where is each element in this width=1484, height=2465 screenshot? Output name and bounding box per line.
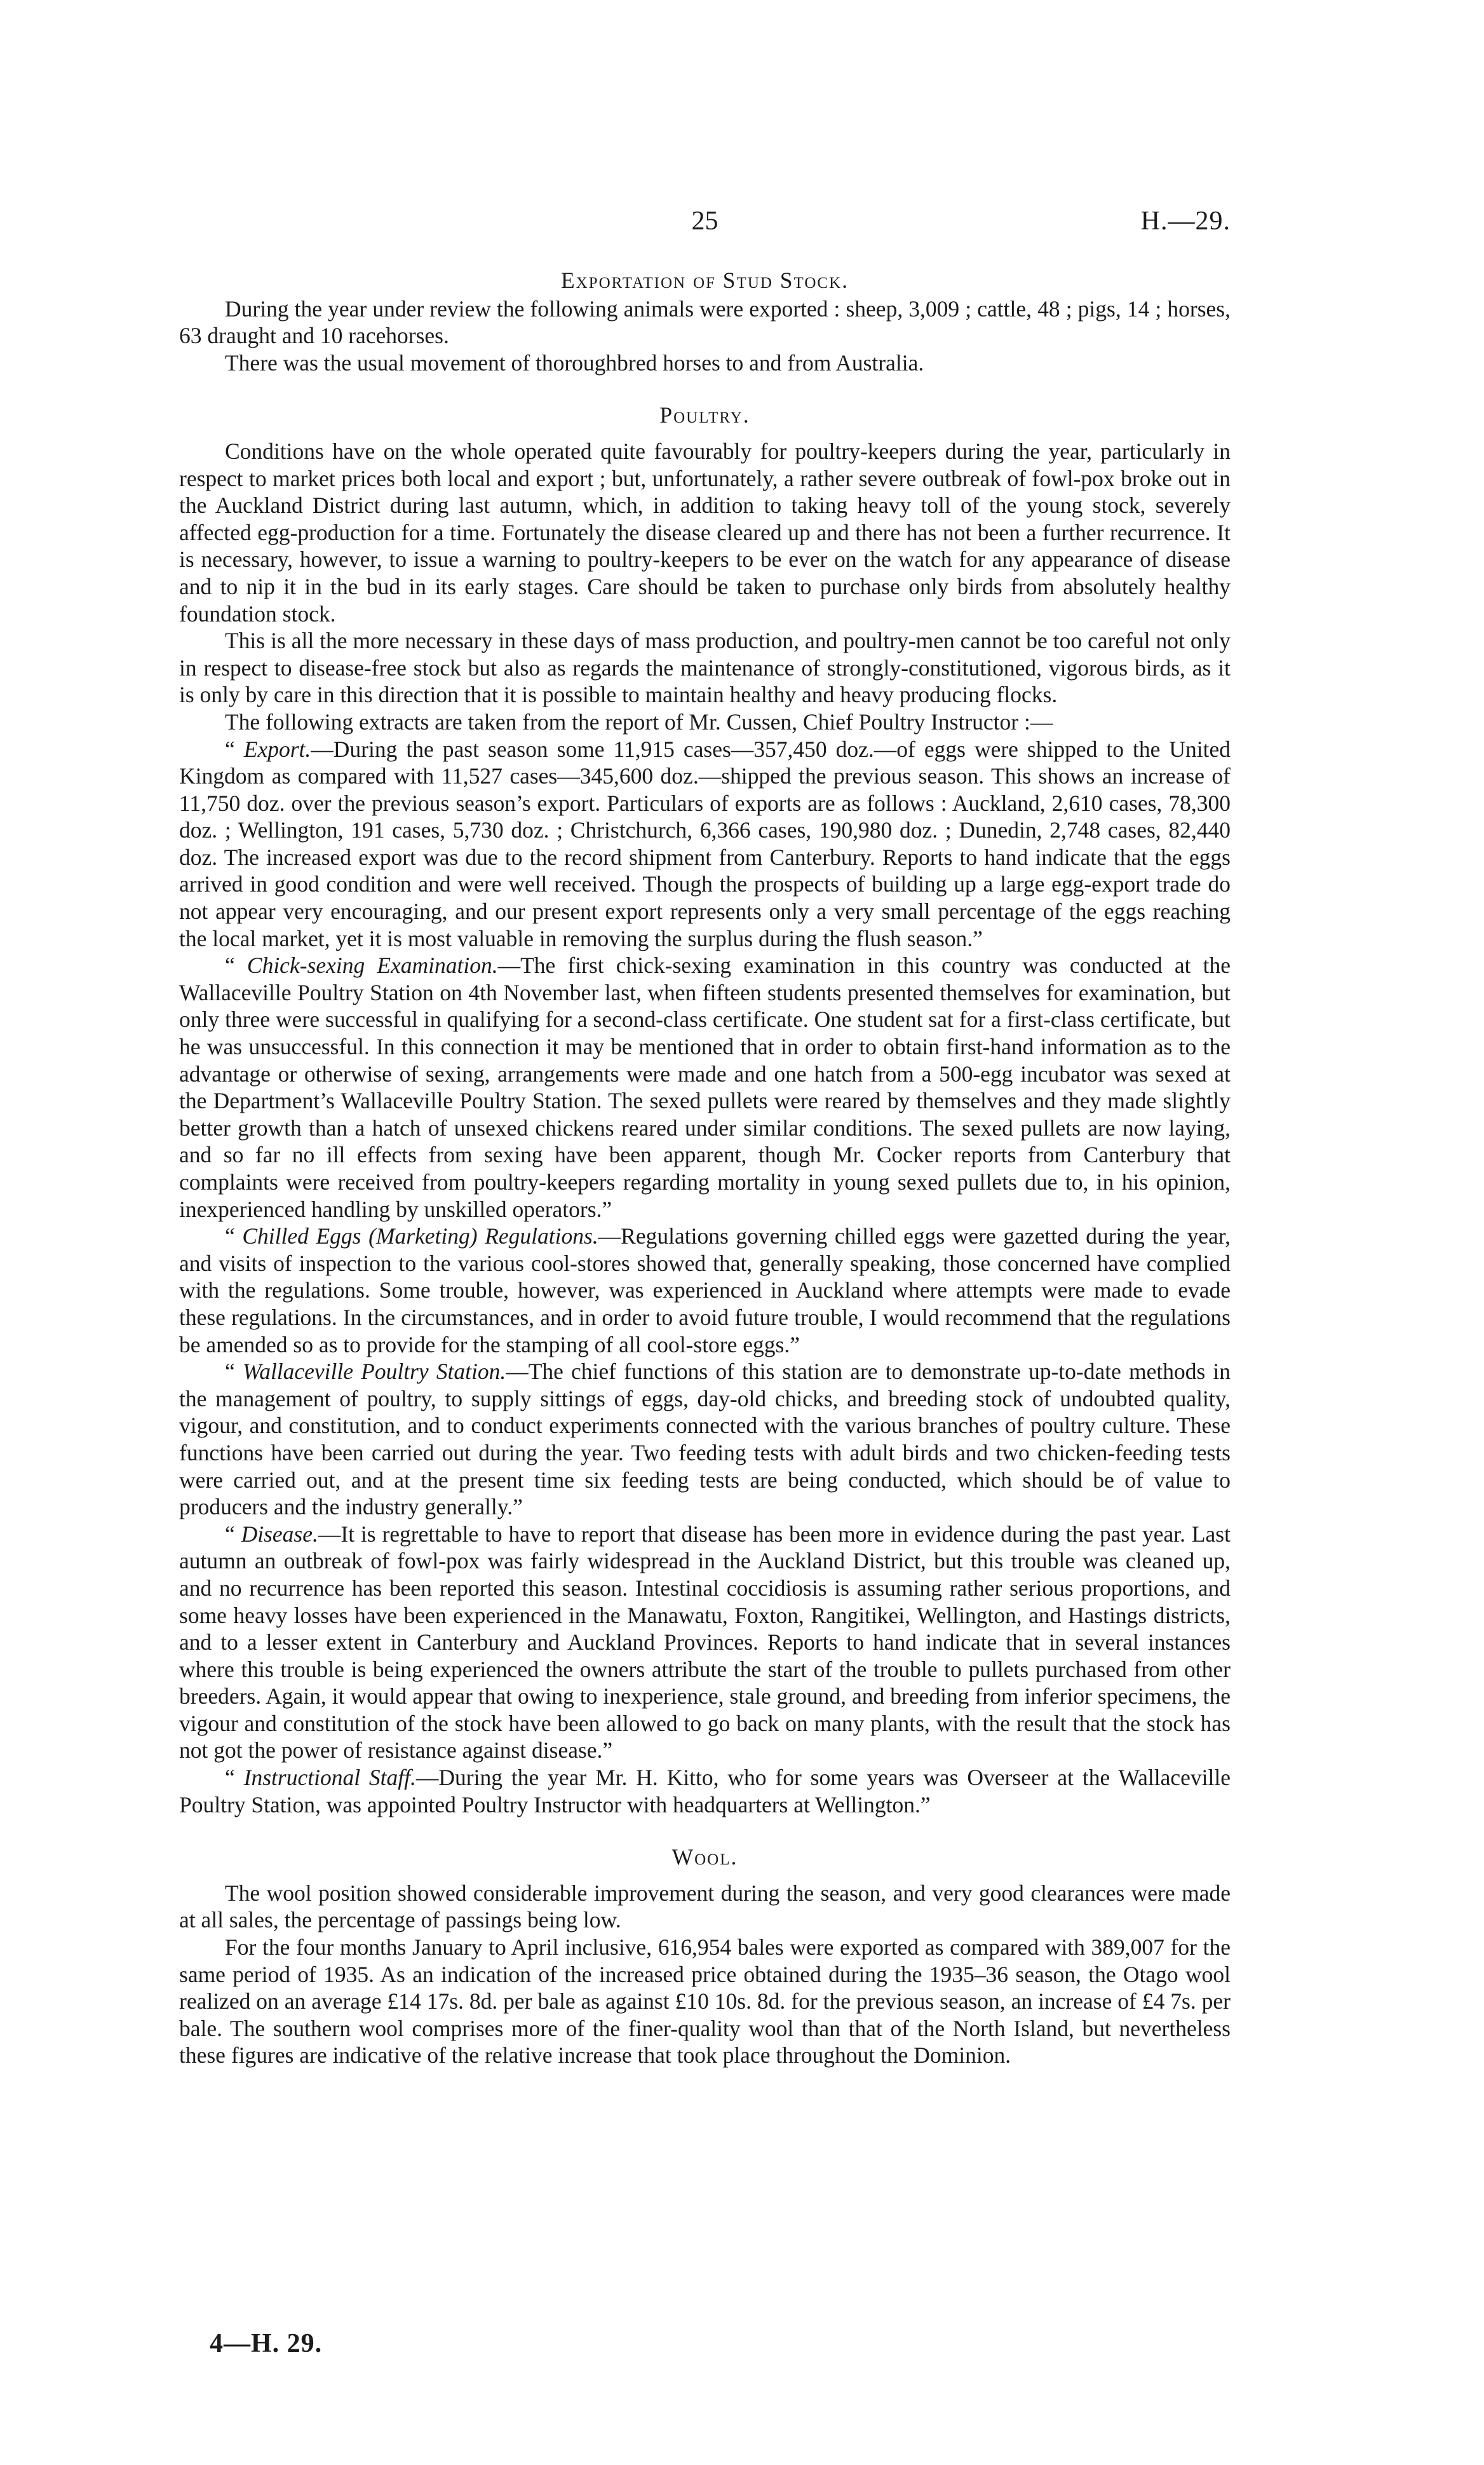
paragraph-extracts-intro: The following extracts are taken from the report of Mr. Cussen, Chief Poultry Instructor :—	[225, 709, 1053, 735]
disease-lead-heading: Disease.	[241, 1521, 318, 1547]
document-reference: H.—29.	[1140, 207, 1231, 236]
paragraph-export	[179, 736, 1231, 953]
page-number: 25	[691, 207, 718, 236]
export-lead-heading: Export.	[243, 736, 311, 762]
page-header	[179, 202, 1231, 240]
paragraph-chilled-eggs	[179, 1223, 1231, 1358]
page-body	[179, 267, 1231, 2069]
staff-body: —During the year Mr. H. Kitto, who for some years was Overseer at the Wallaceville Poultry Station, was appointed Poultry Instructor with headquarters at Wellington.”	[179, 1765, 1231, 1817]
paragraph-thoroughbred: There was the usual movement of thoroughbred horses to and from Australia.	[225, 350, 924, 376]
paragraph-poultry-conditions: Conditions have on the whole operated quite favourably for poultry-keepers during the year, particularly in respect to market prices both local and export ; but, unfortunately, a rather severe outbreak of fowl-pox broke out in the Auckland District during last autumn, which, in addition to taking heavy toll of the young stock, severely affected egg-production for a time. Fortunately the disease cleared up and there has not been a further recurrence. It is necessary, however, to issue a warning to poultry-keepers to be ever on the watch for any appearance of disease and to nip it in the bud in its early stages. Care should be taken to purchase only birds from absolutely healthy foundation stock.	[179, 438, 1231, 627]
paragraph-wallaceville-station	[179, 1358, 1231, 1521]
quote-mark: “	[225, 953, 247, 979]
chilled-eggs-lead-heading: Chilled Eggs (Marketing) Regulations.	[242, 1223, 598, 1249]
section-title-wool: Wool.	[671, 1844, 738, 1870]
paragraph-wool-position: The wool position showed considerable improvement during the season, and very good clearances were made at all sales, the percentage of passings being low.	[179, 1880, 1231, 1933]
staff-lead-heading: Instructional Staff.	[243, 1765, 416, 1791]
quote-mark: “	[225, 736, 244, 762]
paragraph-chick-sexing	[179, 952, 1231, 1223]
quote-mark: “	[225, 1359, 243, 1385]
station-body: —The chief functions of this station are to demonstrate up-to-date methods in the management of poultry, to supply sittings of eggs, day-old chicks, and breeding stock of undoubted quality, vigour, and constitution, and to conduct experiments connected with the various branches of poultry culture. These functions have been carried out during the year. Two feeding tests with adult birds and two chicken-feeding tests were carried out, and at the present time six feeding tests are being conducted, which should be of value to producers and the industry generally.”	[179, 1359, 1231, 1520]
chick-sexing-body: —The first chick-sexing examination in this country was conducted at the Wallaceville Poultry Station on 4th November last, when fifteen students presented themselves for examination, but only three were successful in qualifying for a second-class certificate. One student sat for a first-class certificate, but he was unsuccessful. In this connection it may be mentioned that in order to obtain first-hand information as to the advantage or otherwise of sexing, arrangements were made and one hatch from a 500-egg incubator was sexed at the Department’s Wallaceville Poultry Station. The sexed pullets were reared by themselves and they made slightly better growth than a hatch of unsexed chickens reared under similar conditions. The sexed pullets are now laying, and so far no ill effects from sexing have been apparent, though Mr. Cocker reports from Canterbury that complaints were received from poultry-keepers regarding mortality in young sexed pullets due to, in his opinion, inexperienced handling by unskilled operators.”	[179, 953, 1231, 1222]
paragraph-stud-exports: During the year under review the following animals were exported : sheep, 3,009 ; cattle, 48 ; pigs, 14 ; horses, 63 draught and 10 racehorses.	[179, 295, 1231, 349]
station-lead-heading: Wallaceville Poultry Station.	[242, 1359, 506, 1385]
chilled-eggs-body: —Regulations governing chilled eggs were gazetted during the year, and visits of inspection to the various cool-stores showed that, generally speaking, those concerned have complied with the regulations. Some trouble, however, was experienced in Auckland where attempts were made to evade these regulations. In the circumstances, and in order to avoid future trouble, I would recommend that the regulations be amended so as to provide for the stamping of all cool-store eggs.”	[179, 1223, 1231, 1357]
chick-sexing-lead-heading: Chick-sexing Examination.	[246, 953, 498, 979]
paragraph-disease	[179, 1521, 1231, 1764]
quote-mark: “	[225, 1765, 244, 1791]
export-body: —During the past season some 11,915 cases—357,450 doz.—of eggs were shipped to the United Kingdom as compared with 11,527 cases—345,600 doz.—shipped the previous season. This shows an increase of 11,750 doz. over the previous season’s export. Particulars of exports are as follows : Auckland, 2,610 cases, 78,300 doz. ; Wellington, 191 cases, 5,730 doz. ; Christchurch, 6,366 cases, 190,980 doz. ; Dunedin, 2,748 cases, 82,440 doz. The increased export was due to the record shipment from Canterbury. Reports to hand indicate that the eggs arrived in good condition and were well received. Though the prospects of building up a large egg-export trade do not appear very encouraging, and our present export represents only a very small percentage of the eggs reaching the local market, yet it is most valuable in removing the surplus during the flush season.”	[179, 736, 1231, 951]
paragraph-wool-exports: For the four months January to April inclusive, 616,954 bales were exported as compared with 389,007 for the same period of 1935. As an indication of the increased price obtained during the 1935–36 season, the Otago wool realized on an average £14 17s. 8d. per bale as against £10 10s. 8d. for the previous season, an increase of £4 7s. per bale. The southern wool comprises more of the finer-quality wool than that of the North Island, but nevertheless these figures are indicative of the relative increase that took place throughout the Dominion.	[179, 1934, 1231, 2068]
disease-body: —It is regrettable to have to report that disease has been more in evidence during the past year. Last autumn an outbreak of fowl-pox was fairly widespread in the Auckland District, but this trouble was cleaned up, and no recurrence has been reported this season. Intestinal coccidiosis is assuming rather serious proportions, and some heavy losses have been experienced in the Manawatu, Foxton, Rangitikei, Wellington, and Hastings districts, and to a lesser extent in Canterbury and Auckland Provinces. Reports to hand indicate that in several instances where this trouble is being experienced the owners attribute the start of the trouble to pullets purchased from other breeders. Again, it would appear that owing to inexperience, stale ground, and breeding from inferior specimens, the vigour and constitution of the stock have been allowed to go back on many plants, with the result that the stock has not got the power of resistance against disease.”	[179, 1521, 1231, 1763]
section-title-poultry: Poultry.	[659, 402, 750, 428]
paragraph-instructional-staff	[179, 1764, 1231, 1818]
signature-mark: 4—H. 29.	[210, 2329, 323, 2358]
quote-mark: “	[225, 1223, 243, 1249]
paragraph-mass-production: This is all the more necessary in these days of mass production, and poultry-men cannot be too careful not only in respect to disease-free stock but also as regards the maintenance of strongly-constitutioned, vigorous birds, as it is only by care in this direction that it is possible to maintain healthy and heavy producing flocks.	[179, 628, 1231, 708]
quote-mark: “	[225, 1521, 241, 1547]
section-title-stud-stock: Exportation of Stud Stock.	[560, 268, 849, 293]
